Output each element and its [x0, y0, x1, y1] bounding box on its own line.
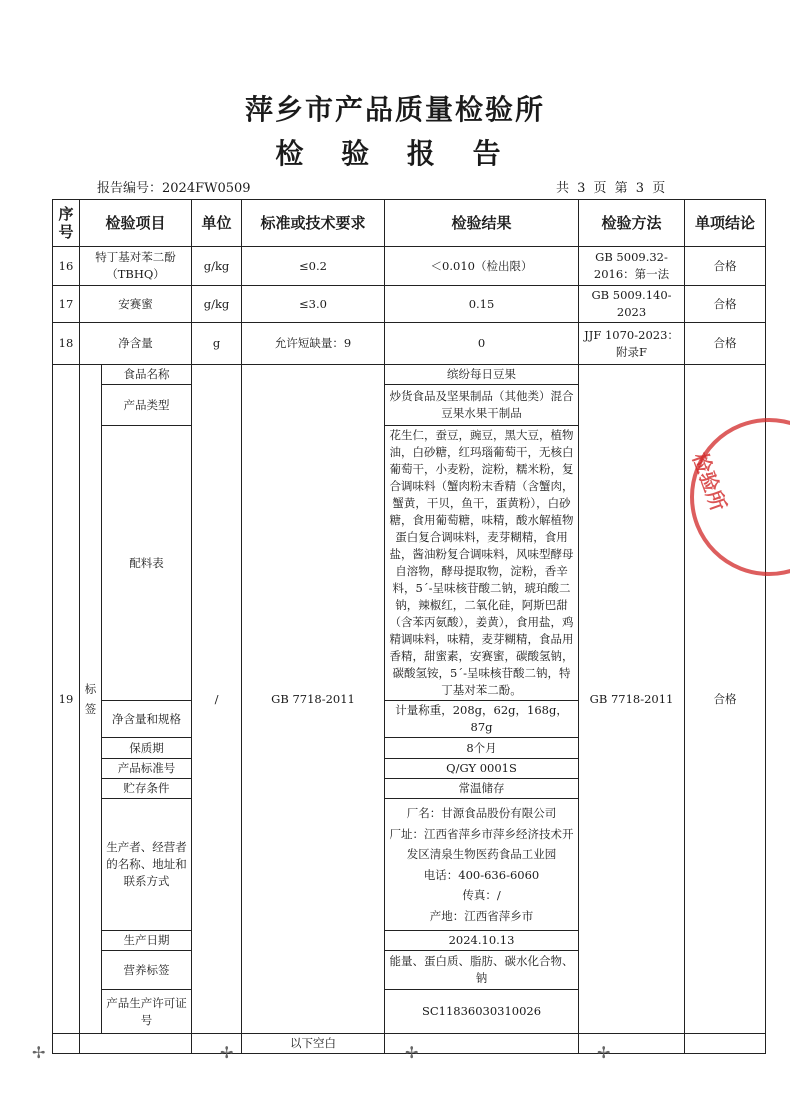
- row-no: 16: [53, 247, 80, 286]
- field-name: 生产者、经营者的名称、地址和联系方式: [102, 799, 192, 931]
- label-subrow: [53, 365, 766, 385]
- row-requirement: ≤3.0: [242, 286, 385, 323]
- producer-line: 传真：/: [462, 888, 501, 902]
- scan-mark-icon: ✢: [405, 1043, 419, 1062]
- row-method: GB 5009.32-2016：第一法: [579, 247, 685, 286]
- row-item: [80, 365, 102, 1034]
- ingredients-list: 花生仁，蚕豆，豌豆，黑大豆，植物油，白砂糖，红玛瑙葡萄干，无核白葡萄干，小麦粉，淀粉，糯米粉，复合调味料（蟹肉粉末香精（含蟹肉，蟹黄，干贝，鱼干，蛋黄粉），白砂糖，食用葡萄糖，味精，酸水解植物蛋白复合调味料，麦芽糊精，食用盐，酱油粉复合调味料，风味型酵母自溶物，酵母提取物，淀粉，香辛料，5´-呈味核苷酸二钠，琥珀酸二钠，辣椒红，二氧化硅，阿斯巴甜（含苯丙氨酸），姜黄），食用盐，鸡精调味料，味精，麦芽糊精，食品用香精，甜蜜素，安赛蜜，碳酸氢钠，碳酸氢铵，5´-呈味核苷酸二钠，特丁基对苯二酚。: [385, 426, 579, 701]
- row-result: 0.15: [385, 286, 579, 323]
- col-header-unit: 单位: [192, 200, 242, 247]
- field-value: 计量称重，208g，62g，168g，87g: [385, 701, 579, 738]
- field-value: 炒货食品及坚果制品（其他类）混合豆果水果干制品: [385, 385, 579, 426]
- producer-info: [385, 799, 579, 931]
- row-method: JJF 1070-2023：附录F: [579, 323, 685, 365]
- row-unit: g/kg: [192, 247, 242, 286]
- row-conclusion: 合格: [685, 247, 766, 286]
- row-requirement: GB 7718-2011: [242, 365, 385, 1034]
- page-info: 共 3 页 第 3 页: [556, 181, 666, 196]
- row-conclusion: 合格: [685, 365, 766, 1034]
- row-method: GB 5009.140-2023: [579, 286, 685, 323]
- field-value: 常温储存: [385, 779, 579, 799]
- report-title: 检 验 报 告: [275, 137, 515, 170]
- producer-line: 厂址：江西省萍乡市萍乡经济技术开发区清泉生物医药食品工业园: [389, 826, 574, 861]
- field-name: 产品标准号: [102, 759, 192, 779]
- field-value: 2024.10.13: [385, 931, 579, 951]
- col-header-method: 检验方法: [579, 200, 685, 247]
- inspection-table: [52, 199, 766, 1054]
- row-unit: /: [192, 365, 242, 1034]
- field-value: SC11836030310026: [385, 990, 579, 1034]
- table-row: [53, 323, 766, 365]
- row-no: 19: [53, 365, 80, 1034]
- row-result: 0: [385, 323, 579, 365]
- row-method: GB 7718-2011: [579, 365, 685, 1034]
- label-item-name: 标签: [84, 682, 97, 716]
- col-header-item: 检验项目: [80, 200, 192, 247]
- col-header-no: 序号: [53, 200, 80, 247]
- row-unit: g: [192, 323, 242, 365]
- seal-text: 检验所: [687, 449, 731, 514]
- row-conclusion: 合格: [685, 323, 766, 365]
- field-value: 能量、蛋白质、脂肪、碳水化合物、钠: [385, 951, 579, 990]
- producer-line: 产地：江西省萍乡市: [429, 908, 534, 923]
- row-item: 特丁基对苯二酚（TBHQ）: [80, 247, 192, 286]
- footer-note: 以下空白: [242, 1034, 385, 1054]
- row-requirement: ≤0.2: [242, 247, 385, 286]
- col-header-result: 检验结果: [385, 200, 579, 247]
- table-row: [53, 247, 766, 286]
- scan-mark-icon: ✢: [32, 1043, 46, 1062]
- row-no: 17: [53, 286, 80, 323]
- field-value: 缤纷每日豆果: [385, 365, 579, 385]
- field-name: 贮存条件: [102, 779, 192, 799]
- field-name: 保质期: [102, 738, 192, 759]
- producer-line: 厂名：甘源食品股份有限公司: [406, 806, 557, 820]
- col-header-requirement: 标准或技术要求: [242, 200, 385, 247]
- row-item: 安赛蜜: [80, 286, 192, 323]
- field-name: 产品类型: [102, 385, 192, 426]
- header-row: [53, 200, 766, 247]
- producer-line: 电话：400-636-6060: [423, 867, 540, 882]
- row-item: 净含量: [80, 323, 192, 365]
- field-value: 8个月: [385, 738, 579, 759]
- scan-mark-icon: ✢: [597, 1043, 611, 1062]
- scan-mark-icon: ✢: [220, 1043, 234, 1062]
- col-header-conclusion: 单项结论: [685, 200, 766, 247]
- field-name: 生产日期: [102, 931, 192, 951]
- row-unit: g/kg: [192, 286, 242, 323]
- field-name: 配料表: [102, 426, 192, 701]
- row-conclusion: 合格: [685, 286, 766, 323]
- row-no: 18: [53, 323, 80, 365]
- field-name: 产品生产许可证号: [102, 990, 192, 1034]
- field-name: 食品名称: [102, 365, 192, 385]
- institute-name: 萍乡市产品质量检验所: [244, 93, 545, 126]
- row-requirement: 允许短缺量：9: [242, 323, 385, 365]
- field-name: 净含量和规格: [102, 701, 192, 738]
- field-value: Q/GY 0001S: [385, 759, 579, 779]
- field-name: 营养标签: [102, 951, 192, 990]
- table-row: [53, 286, 766, 323]
- report-number: 报告编号：2024FW0509: [97, 181, 251, 196]
- row-result: ＜0.010（检出限）: [385, 247, 579, 286]
